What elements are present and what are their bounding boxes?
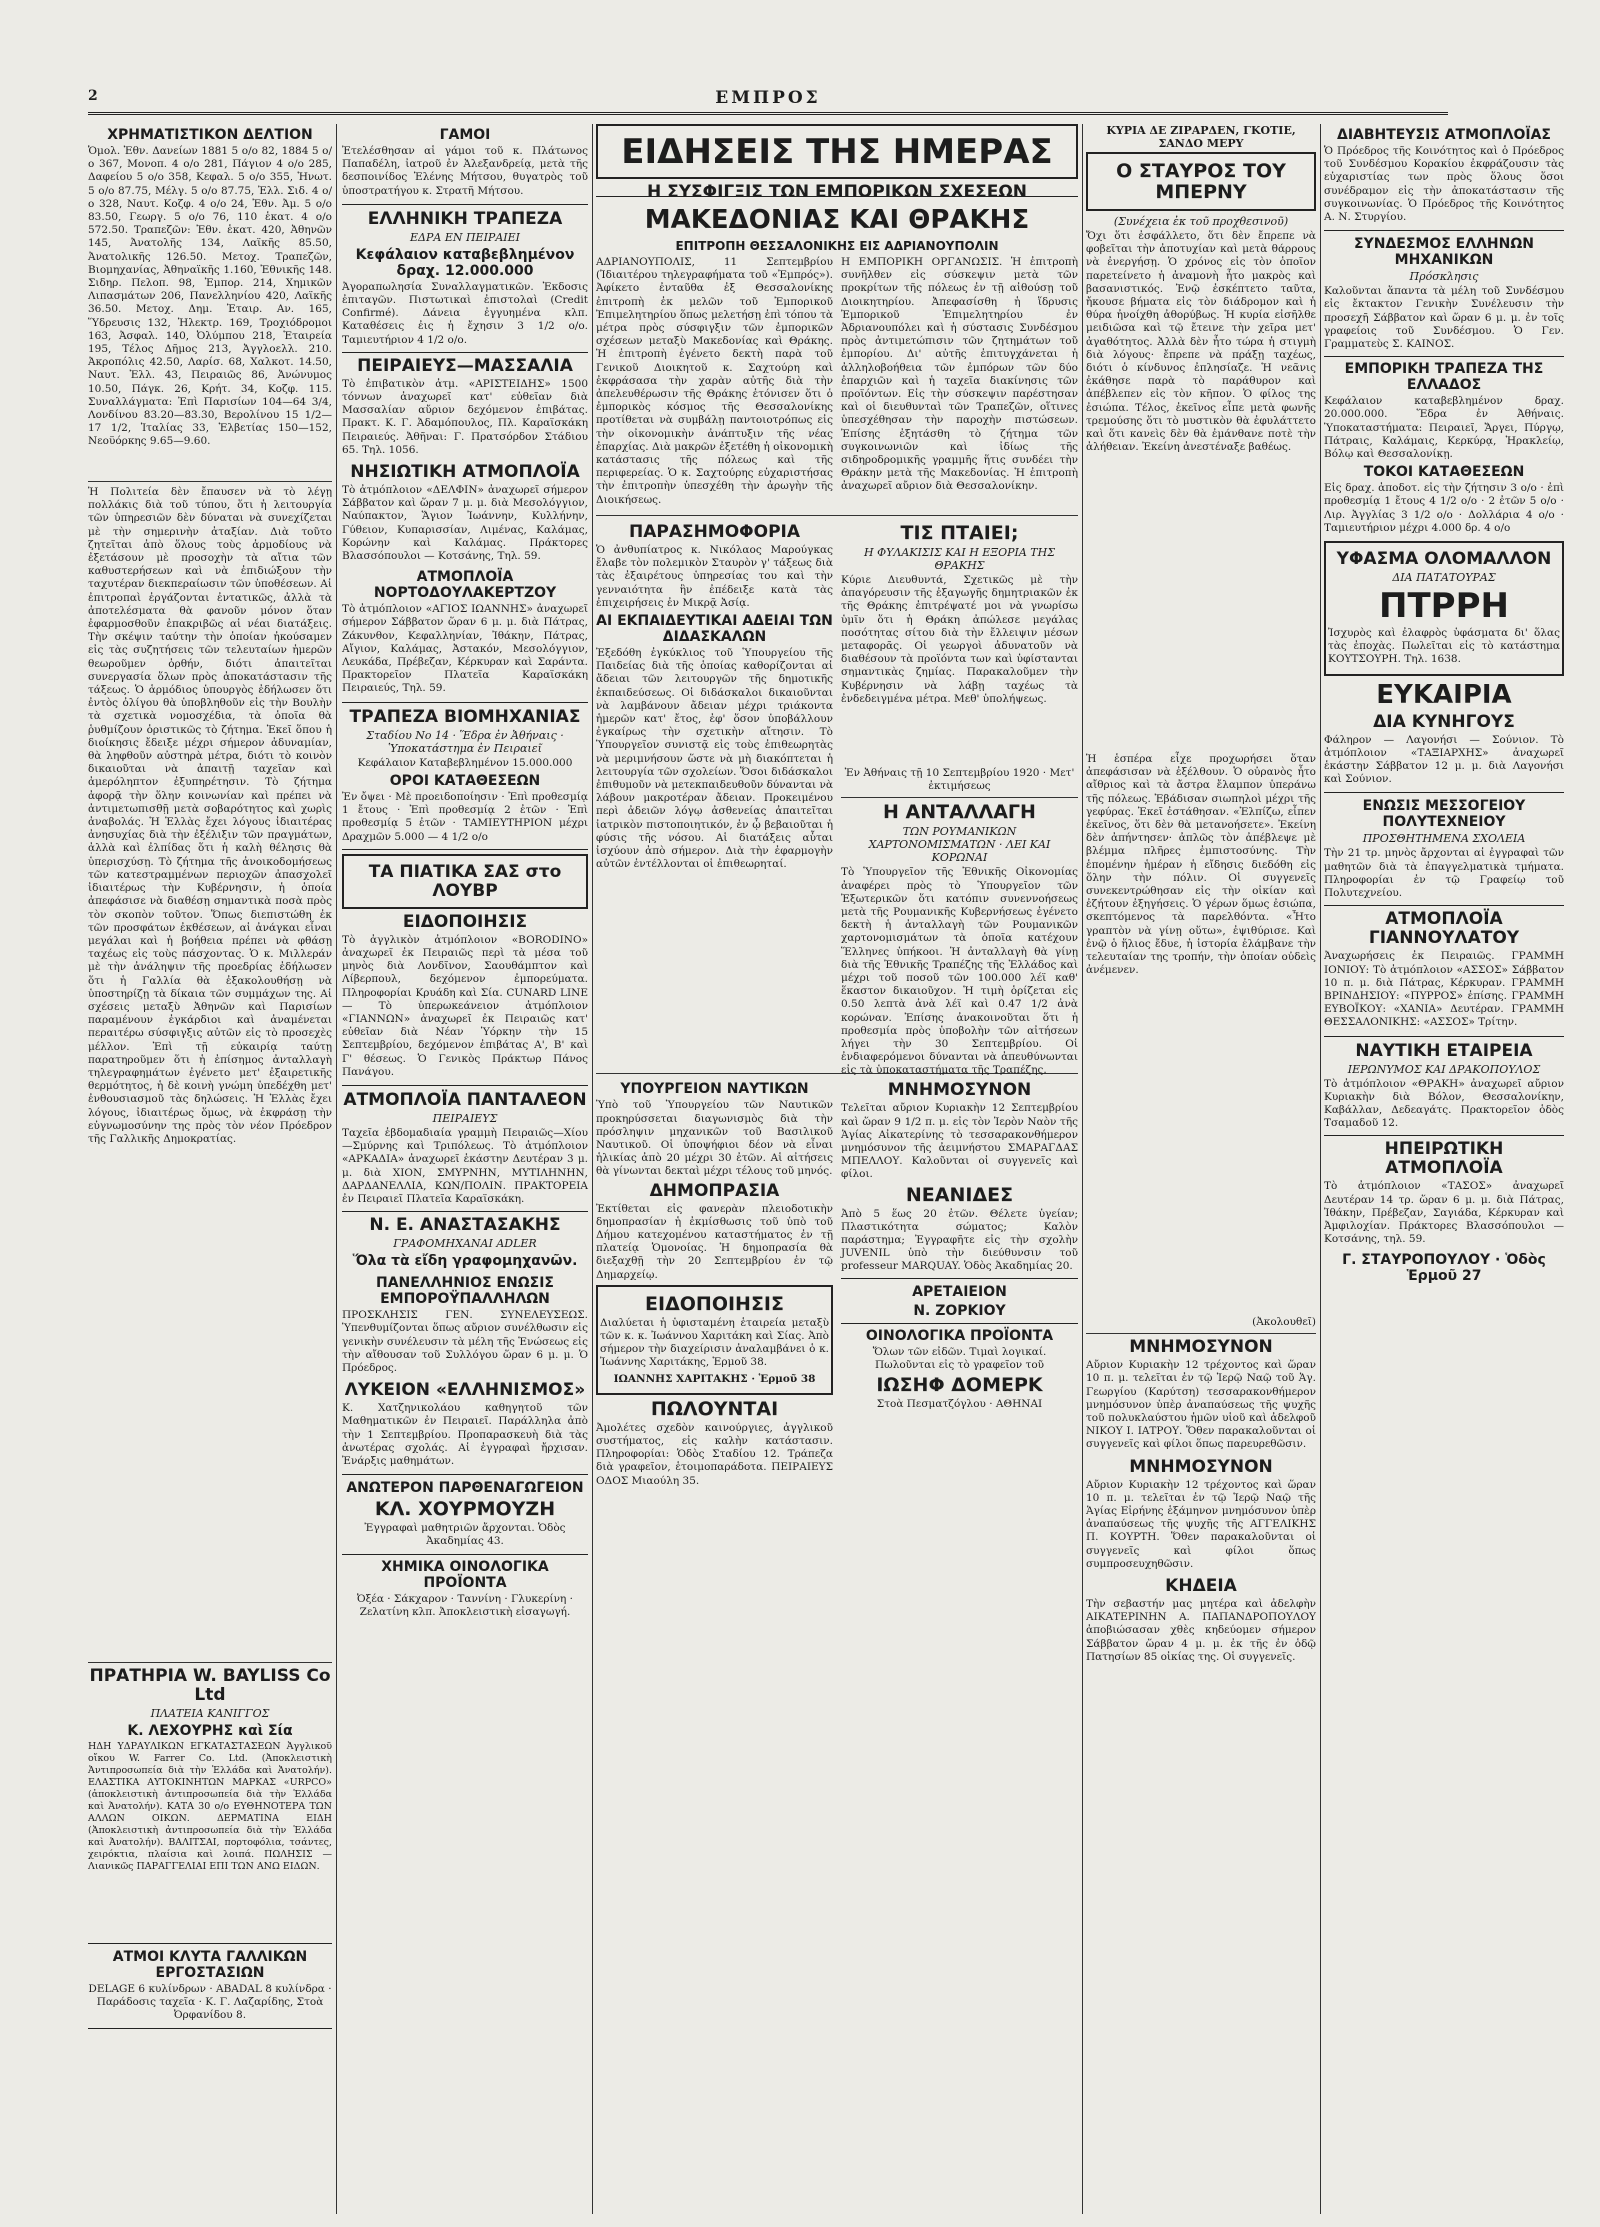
divider <box>88 481 332 482</box>
serial-title: Ο ΣΤΑΥΡΟΣ ΤΟΥ ΜΠΕΡΝΥ <box>1116 160 1286 203</box>
article-text: Τὴν σεβαστήν μας μητέρα καὶ ἀδελφὴν ΑΙΚΑΤΕΡΙΝΗΝ Α. ΠΑΠΑΝΔΡΟΠΟΥΛΟΥ ἀποβιώσασαν χθὲς κηδεύομεν σήμερον Σάββατον ὥραν 4 μ. μ. ἐκ τῆς ἐν ὁδῷ Πατησίων 85 οἰκίας της. Οἱ συγγενεῖς. <box>1086 1598 1316 1663</box>
car-advert <box>88 1943 332 2029</box>
left-stories <box>596 520 833 1069</box>
advert-heading: ΑΤΜΟΠΛΟΪΑ ΝΟΡΤΟΔΟΥΛΑΚΕΡΤΖΟΥ <box>373 569 557 602</box>
advert-heading: ΑΝΩΤΕΡΟΝ ΠΑΡΘΕΝΑΓΩΓΕΙΟΝ <box>346 1480 584 1497</box>
advert-subheading: ΓΡΑΦΟΜΗΧΑΝΑΙ ADLER <box>393 1237 537 1251</box>
section-heading: ΣΥΝΔΕΣΜΟΣ ΕΛΛΗΝΩΝ ΜΗΧΑΝΙΚΩΝ <box>1354 236 1534 269</box>
advert-heading: ΕΜΠΟΡΙΚΗ ΤΡΑΠΕΖΑ ΤΗΣ ΕΛΛΑΔΟΣ <box>1344 361 1544 394</box>
shipping-advert <box>342 463 588 563</box>
article-text: Τὴν 21 τρ. μηνὸς ἄρχονται αἱ ἐγγραφαὶ τῶν μαθητῶν διὰ τὰ ἐπαγγελματικὰ τμήματα. Πληροφορίαι ἐν τῷ Γραφείῳ τοῦ Πολυτεχνείου. <box>1324 847 1564 900</box>
article-text: Διαλύεται ἡ ὑφισταμένη ἑταιρεία μεταξὺ τῶν κ. κ. Ἰωάννου Χαριτάκη καὶ Σίας. Ἀπὸ σήμερον τὴν διαχείρισιν ἀναλαμβάνει ὁ κ. Ἰωάννης Χαριτάκης, Ἑρμοῦ 38. <box>600 1316 829 1369</box>
lead-subtitle: ΕΠΙΤΡΟΠΗ ΘΕΣΣΑΛΟΝΙΚΗΣ ΕΙΣ ΑΔΡΙΑΝΟΥΠΟΛΙΝ <box>675 239 999 253</box>
section-heading: ΕΙΔΟΠΟΙΗΣΙΣ <box>645 1292 784 1315</box>
letter-signature: Ἐν Ἀθήναις τῇ 10 Σεπτεμβρίου 1920 · Μετ' ἐκτιμήσεως <box>844 767 1075 793</box>
article-text: Ὑπὸ τοῦ Ὑπουργείου τῶν Ναυτικῶν προκηρύσσεται διαγωνισμὸς διὰ τὴν πρόσληψιν μηχανικῶν τοῦ Βασιλικοῦ Ναυτικοῦ. Οἱ ὑποψήφιοι δέον νὰ εἶναι ἡλικίας ἀπὸ 20 μέχρι 30 ἐτῶν. Αἱ αἰτήσεις θὰ γίνωνται δεκταὶ μέχρι τέλους τοῦ μηνός. <box>596 1099 833 1178</box>
engineers-notice <box>1324 230 1564 357</box>
column-rule <box>592 124 593 2214</box>
divider <box>596 196 1078 197</box>
advert-subheading: Σταδίου No 14 · Ἕδρα ἐν Ἀθήναις · Ὑποκατάστημα ἐν Πειραιεῖ <box>366 728 564 755</box>
advert-heading: ΟΙΝΟΛΟΓΙΚΑ ΠΡΟΪΟΝΤΑ <box>865 1327 1054 1344</box>
section-subheading: Πρόσκλησις <box>1409 270 1479 284</box>
column-rule <box>1082 124 1083 2214</box>
article-text: Ὁμολ. Ἐθν. Δανείων 1881 5 ο/ο 82, 1884 5 ο/ο 367, Μονοπ. 4 ο/ο 281, Πάγιον 4 ο/ο 285, Δαφείου 5 ο/ο 358, Κεφαλ. 5 ο/ο 355, Ἡνωτ. 5 ο/ο 87.75, Μέλγ. 5 ο/ο 87.75, Ἐλλ. Σιδ. 4 ο/ο 328, Ναυτ. Κοζφ. 4 ο/ο 24, Ἐθν. Ἀμ. 5 ο/ο 83.50, Γεωργ. 5 ο/ο 76, 110 ἑκατ. 4 ο/ο 572.50. Τραπεζῶν: Ἐθν. ἑκατ. 420, Ἀθηνῶν 145, Ἀνατολῆς 134, Λαϊκῆς 85.50, Ἀνατολικῆς 126.50. Μετοχ. Τραπεζῶν, Βιομηχανίας, Ἀθηναϊκῆς 1.160, Ἐθνικῆς 148. Σιδηρ. Πελοπ. 98, Ἐμπορ. 214, Χημικῶν Λιπασμάτων 206, Πανελληνίου 420, Λαϊκῆς 36.50. Μετοχ. Δημ. Ἐταιρ. Αν. 165, Ὕδρευσις 132, Ἡλεκτρ. 169, Τροχιόδρομοι 163, Ἀσφαλ. 140, Ὀλύμπου 218, Ἑταιρεία 195, Τέλος Δῆμος 213, Ἀγγλοελλ. 210. Ἀκροπόλις 42.50, Λαρίσ. 68, Χαλκοτ. 14.50, Ναυτ. Ἐλλ. 43, Πειραιῶς 86, Ἀνώνυμος 10.50, Πάγκ. 26, Κρήτ. 34, Κοζφ. 115. Συναλλάγματα: Ἐπὶ Παρισίων 104—64 3/4, Λονδίνου 83.20—83.30, Βερολίνου 15 1/2—17 1/2, Ἰταλίας 33, Ἑλβετίας 150—152, Νεοϋόρκης 9.65—9.60. <box>88 145 332 448</box>
commercial-bank-advert <box>1324 361 1564 535</box>
advert-heading: ΠΡΑΤΗΡΙΑ W. BAYLISS Co Ltd <box>89 1666 331 1705</box>
advert-address: Στοὰ Πεσματζόγλου · ΑΘΗΝΑΙ <box>876 1398 1043 1411</box>
advert-text: Τὸ ἀτμόπλοιον «ΑΓΙΟΣ ΙΩΑΝΝΗΣ» ἀναχωρεῖ σήμερον Σάββατον ὥραν 6 μ. μ. διὰ Πάτρας, Ζάκυνθον, Κεφαλληνίαν, Ἰθάκην, Πάτρας, Αἴγιον, Καλάμας, Ἀστακόν, Μεσολόγγιον, Λευκάδα, Πρέβεζαν, Κέρκυραν καὶ Σαράντα. Πρακτορεῖον Πλατεῖα Καραϊσκάκη Πειραιεύς, Τηλ. 59. <box>342 603 588 695</box>
advert-text: Κ. Χατζηνικολάου καθηγητοῦ τῶν Μαθηματικῶν ἐν Πειραιεῖ. Παράλληλα ἀπὸ τὴν 1 Σεπτεμβρίου. Προπαρασκευὴ διὰ τὰς ἀνωτέρας σχολάς. Αἱ ἐγγραφαὶ ἤρχισαν. Ἐνάρξις μαθημάτων. <box>342 1402 588 1467</box>
advert-subheading: ΠΕΙΡΑΙΕΥΣ <box>432 1111 498 1125</box>
section-heading: ΔΙΑΒΗΤΕΥΣΙΣ ΑΤΜΟΠΛΟΪΑΣ <box>1336 127 1551 143</box>
shipping-company-advert <box>1324 1036 1564 1137</box>
pantaleon-advert <box>342 1085 588 1212</box>
section-heading: ΥΠΟΥΡΓΕΙΟΝ ΝΑΥΤΙΚΩΝ <box>620 1081 809 1098</box>
lyceum-advert <box>342 1381 588 1468</box>
giannoulatos-advert <box>1324 910 1564 1029</box>
article-text: Τὸ ἀγγλικὸν ἀτμόπλοιον «BORODINO» ἀναχωρεῖ ἐκ Πειραιῶς περὶ τὰ μέσα τοῦ μηνὸς διὰ Λονδῖνον, Σαουθάμπτον καὶ Λίβερπουλ, δεχόμενον ἐμπορεύματα. Πληροφορίαι Κρυάδη καὶ Σία. CUNARD LINE — Τὸ ὑπερωκεάνειον ἀτμόπλοιον «ΓΙΑΝΝΩΝ» ἀναχωρεῖ ἐκ Πειραιῶς κατ' εὐθεῖαν διὰ Νέαν Ὑόρκην τὴν 15 Σεπτεμβρίου, δεχόμενον ἐπιβάτας Α', Β' καὶ Γ' θέσεως. Ὁ Γενικὸς Πράκτωρ Πάνος Πανάγου. <box>342 933 588 1078</box>
advert-text: Ὀξέα · Σάκχαρον · Ταννίνη · Γλυκερίνη · Ζελατίνη κλπ. Ἀποκλειστικὴ εἰσαγωγή. <box>357 1592 573 1618</box>
masthead <box>88 88 1448 115</box>
section-heading: Η ΑΝΤΑΛΛΑΓΗ <box>883 801 1036 824</box>
advert-capital: Κεφάλαιον καταβεβλημένον δραχ. 12.000.000 <box>355 246 575 279</box>
column-rule <box>1320 124 1321 2214</box>
divider <box>841 797 1078 798</box>
advert-text: DELAGE 6 κυλίνδρων · ABADAL 8 κυλίνδρα · Παράδοσις ταχεῖα · Κ. Γ. Λαζαρίδης, Στοὰ Ὀρφανίδου 8. <box>88 1983 332 2022</box>
article-text: ΠΡΟΣΚΛΗΣΙΣ ΓΕΝ. ΣΥΝΕΛΕΥΣΕΩΣ. Ὑπενθυμίζονται ὅπως αὔριον συνέλθωσιν εἰς γενικὴν συνέλευσιν τὰ μέλη τῆς Ἑνώσεως εἰς τὴν αἴθουσαν τοῦ Συλλόγου ὥραν 6 μ. μ. Ὁ Πρόεδρος. <box>342 1309 588 1374</box>
advert-heading: ΑΤΜΟΙ ΚΛΥΤΑ ΓΑΛΛΙΚΩΝ ΕΡΓΟΣΤΑΣΙΩΝ <box>112 1949 308 1981</box>
lower-section <box>596 1078 1078 1490</box>
article-text: Η ΕΜΠΟΡΙΚΗ ΟΡΓΑΝΩΣΙΣ. Ἡ ἐπιτροπὴ συνῆλθεν εἰς σύσκεψιν μετὰ τῶν προκρίτων τῆς πόλεως ἐν τῇ αἰθούσῃ τοῦ Διοικητηρίου. Ἀπεφασίσθη ἡ ἵδρυσις Ἐμπορικοῦ Ἐπιμελητηρίου ἐν Ἀδριανουπόλει καὶ ἡ σύστασις Συνδέσμου πρὸς ἀντιμετώπισιν τῶν ζητημάτων τοῦ ἐμπορίου. Δι' αὐτῆς ἐπιτυγχάνεται ἡ ἀλληλοβοήθεια τῶν ἐμπόρων τῶν δύο ἐπαρχιῶν καὶ ἡ ταχεῖα διακίνησις τῶν προϊόντων. Εἰς τὴν σύσκεψιν παρέστησαν καὶ οἱ διευθυνταὶ τῶν Τραπεζῶν, οἵτινες ὑπεσχέθησαν τὴν παροχὴν πιστώσεων. Ἐπίσης ἐξητάσθη τὸ ζήτημα τῶν συγκοινωνιῶν καὶ ἰδίως τῆς σιδηροδρομικῆς γραμμῆς ἥτις συνδέει τὴν Θράκην μετὰ τῆς Μακεδονίας. Ἡ ἐπιτροπὴ ἀναχωρεῖ αὔριον διὰ Θεσσαλονίκην. <box>841 256 1078 493</box>
divider <box>1086 1333 1316 1334</box>
serial-text: Ὄχι ὅτι ἐσφάλλετο, ὅτι δὲν ἔπρεπε νὰ φοβεῖται τὴν ἀποτυχίαν καὶ μετὰ θάρρους νὰ ἐνεργήσῃ. Ὁ χρόνος εἰς τὸν ὁποῖον παρετείνετο ἡ ἀναμονὴ ἦτο μακρὸς καὶ βασανιστικός. Ἐνῷ ἐσκέπτετο ταῦτα, ἤκουσε βήματα εἰς τὸν διάδρομον καὶ ἡ θύρα ἠνοίχθη ἀθορύβως. Ἡ κυρία εἰσῆλθε μειδιῶσα καὶ τῷ ἔτεινε τὴν χεῖρα μετ' ἀγαθότητος. Ἀλλὰ δὲν ἦτο τώρα ἡ στιγμὴ διὰ λόγους· ἔπρεπε νὰ πράξῃ ταχέως, διότι ὁ κίνδυνος ἐπλησίαζε. Ἡ νεᾶνις ἐκάθησε παρὰ τὸ παράθυρον καὶ ἀπέβλεπεν εἰς τὸν κῆπον. Ὁ φίλος της ἐσιώπα. Τέλος, ἐκεῖνος εἶπε μετὰ φωνῆς τρεμούσης ὅτι τὸ μυστικὸν θὰ ἐφυλάττετο καὶ ὅτι κανεὶς δὲν θὰ ἐμάνθανε ποτὲ τὴν ἀλήθειαν. Ἐκείνη ἀνεστέναξε βαθέως. <box>1086 230 1316 454</box>
advert-heading: ΤΡΑΠΕΖΑ ΒΙΟΜΗΧΑΝΙΑΣ <box>349 706 581 727</box>
section-heading: ΤΙΣ ΠΤΑΙΕΙ; <box>900 522 1019 544</box>
article-text: Κύριε Διευθυντά, Σχετικῶς μὲ τὴν ἀπαγόρευσιν τῆς ἐξαγωγῆς δημητριακῶν ἐκ τῆς Θράκης ἐπιτρέψατέ μοι νὰ γνωρίσω ὑμῖν ὅτι ἡ Θράκη ἀπώλεσε μεγάλας ποσότητας σίτου διὰ τὴν ἔλλειψιν μέσων μεταφορᾶς. Οἱ γεωργοὶ ἀδυνατοῦν νὰ διαθέσουν τὰ προϊόντα των καὶ ὑφίστανται σημαντικὰς ζημίας. Παρακαλοῦμεν τὴν Κυβέρνησιν νὰ λάβῃ ταχέως τὰ ἐνδεδειγμένα μέτρα. Μεθ' ὑπολήψεως. <box>841 574 1078 705</box>
notice-box <box>596 1285 833 1395</box>
section-heading: ΜΝΗΜΟΣΥΝΟΝ <box>887 1080 1032 1101</box>
fabric-advert <box>1324 541 1564 676</box>
advert-heading: ΕΛΛΗΝΙΚΗ ΤΡΑΠΕΖΑ <box>367 208 563 229</box>
funeral-notice <box>1086 1577 1316 1664</box>
section-heading: ΕΙΔΟΠΟΙΗΣΙΣ <box>402 911 528 932</box>
divider <box>88 1662 332 1663</box>
article-text: Ἐτελέσθησαν αἱ γάμοι τοῦ κ. Πλάτωνος Παπαδέλη, ἰατροῦ ἐν Ἀλεξανδρείᾳ, μετὰ τῆς δεσποινίδος Ἑλένης Μήτσου, θυγατρὸς τοῦ ὑποστρατήγου κ. Στρατῆ Μήτσου. <box>342 145 588 197</box>
right-notices <box>841 1078 1078 1490</box>
advert-heading: ΧΗΜΙΚΑ ΟΙΝΟΛΟΓΙΚΑ ΠΡΟΪΟΝΤΑ <box>381 1558 549 1591</box>
serial-banner <box>1086 152 1316 211</box>
column-2 <box>342 124 588 2214</box>
article-text: Ὁ Πρόεδρος τῆς Κοινότητος καὶ ὁ Πρόεδρος τοῦ Συνδέσμου Κορακίου ἐκφράζουσιν τὰς εὐχαριστίας των πρὸς ὅλους ὅσοι συνέδραμον εἰς τὴν ἀποκατάστασιν τῆς συγκοινωνίας. Ὁ Πρόεδρος τῆς Κοινότητος Α. Ν. Στυργίου. <box>1324 145 1564 224</box>
industry-bank-advert <box>342 702 588 850</box>
column-rule <box>336 124 337 2214</box>
advert-heading: ΝΑΥΤΙΚΗ ΕΤΑΙΡΕΙΑ <box>1355 1040 1533 1061</box>
advert-heading: ΑΤΜΟΠΛΟΪΑ ΓΙΑΝΝΟΥΛΑΤΟΥ <box>1368 909 1520 949</box>
advert-footer: Γ. ΣΤΑΥΡΟΠΟΥΛΟΥ · Ὁδὸς Ἑρμοῦ 27 <box>1342 1252 1546 1285</box>
advert-heading: Ν. Ε. ΑΝΑΣΤΑΣΑΚΗΣ <box>369 1215 561 1236</box>
advert-names: Κ. ΛΕΧΟΥΡΗΣ καὶ Σία <box>127 1723 293 1739</box>
advert-text: ΗΔΗ ΥΔΡΑΥΛΙΚΩΝ ΕΓΚΑΤΑΣΤΑΣΕΩΝ Ἀγγλικοῦ οἴκου W. Farrer Co. Ltd. (Ἀποκλειστικὴ Ἀντιπροσωπεία διὰ τὴν Ἑλλάδα καὶ Ἀνατολήν). ΕΛΑΣΤΙΚΑ ΑΥΤΟΚΙΝΗΤΩΝ ΜΑΡΚΑΣ «URPCO» (ἀποκλειστικὴ ἀντιπροσωπεία διὰ τὴν Ἑλλάδα καὶ Ἀνατολήν). ΚΑΤΑ 30 ο/ο ΕΥΘΗΝΟΤΕΡΑ ΤΩΝ ΑΛΛΩΝ ΟΙΚΩΝ. ΔΕΡΜΑΤΙΝΑ ΕΙΔΗ (Ἀποκλειστικὴ ἀντιπροσωπεία διὰ τὴν Ἑλλάδα καὶ Ἀνατολήν). ΒΑΛΙΤΣΑΙ, πορτοφόλια, τσάντες, χειρόκτια, πλαίσια καὶ λοιπά. ΠΩΛΗΣΙΣ — Λιανικῶς ΠΑΡΑΓΓΕΛΙΑΙ ΕΠΙ ΤΩΝ ΑΝΩ ΕΙΔΩΝ. <box>88 1741 332 1872</box>
mid-section <box>596 520 1078 1077</box>
advert-subheading: ΔΙΑ ΚΥΝΗΓΟΥΣ <box>1373 711 1515 732</box>
advert-subheading: ΠΛΑΤΕΙΑ ΚΑΝΙΓΓΟΣ <box>150 1707 270 1720</box>
article-text: Αὔριον Κυριακὴν 12 τρέχοντος καὶ ὥραν 10 π. μ. τελεῖται ἐν τῷ Ἱερῷ Ναῷ τοῦ Ἁγ. Γεωργίου (Καρύτση) τεσσαρακονθήμερον μνημόσυνον ὑπὲρ ἀναπαύσεως τῆς ψυχῆς τοῦ πολυκλαύστου ἡμῶν υἱοῦ καὶ ἀδελφοῦ ΝΙΚΟΥ Ι. ΙΑΤΡΟΥ. Ὅθεν παρακαλοῦνται οἱ συγγενεῖς καὶ φίλοι ὅπως παρευρεθῶσιν. <box>1086 1359 1316 1451</box>
news-banner <box>596 124 1078 179</box>
advert-capital: Κεφάλαιον Καταβεβλημένον 15.000.000 <box>357 756 573 769</box>
section-heading: ΕΝΩΣΙΣ ΜΕΣΣΟΓΕΙΟΥ ΠΟΛΥΤΕΧΝΕΙΟΥ <box>1362 798 1526 831</box>
wine-products-advert <box>841 1328 1078 1412</box>
advert-text: Φάληρον — Λαγονήσι — Σούνιον. Τὸ ἀτμόπλοιον «ΤΑΞΙΑΡΧΗΣ» ἀναχωρεῖ ἑκάστην Σάββατον 12 μ. μ. διὰ Λαγονήσι καὶ Σούνιον. <box>1324 733 1564 786</box>
advert-heading: ΥΦΑΣΜΑ ΟΛΟΜΑΛΛΟΝ <box>1336 549 1552 570</box>
advert-heading: ΗΠΕΙΡΩΤΙΚΗ ΑΤΜΟΠΛΟΪΑ <box>1384 1139 1504 1179</box>
advert-name: Ν. ΖΟΡΚΙΟΥ <box>913 1302 1006 1319</box>
advert-text: Ἰσχυρὸς καὶ ἐλαφρὸς ὑφάσματα δι' ὅλας τὰς ἐποχὰς. Πωλεῖται εἰς τὸ κατάστημα ΚΟΥΤΣΟΥΡΗ. Τηλ. 1638. <box>1328 627 1560 666</box>
advert-heading: ΑΤΜΟΠΛΟΪΑ ΠΑΝΤΑΛΕΟΝ <box>343 1089 587 1110</box>
article-text: Τελεῖται αὔριον Κυριακὴν 12 Σεπτεμβρίου καὶ ὥραν 9 1/2 π. μ. εἰς τὸν Ἱερὸν Ναὸν τῆς Ἁγίας Αἰκατερίνης τὸ τεσσαρακονθήμερον μνημόσυνον τῆς ἀειμνήστου ΣΜΑΡΑΓΔΑΣ ΜΠΕΛΛΟΥ. Καλοῦνται οἱ συγγενεῖς καὶ φίλοι. <box>841 1102 1078 1181</box>
advert-text: Ἐγγραφαὶ μαθητριῶν ἄρχονται. Ὁδὸς Ἀκαδημίας 43. <box>364 1522 566 1548</box>
lead-title: ΜΑΚΕΔΟΝΙΑΣ ΚΑΙ ΘΡΑΚΗΣ <box>644 205 1030 235</box>
masthead-title: ΕΜΠΡΟΣ <box>715 88 821 108</box>
advert-heading: ΕΥΚΑΙΡΙΑ <box>1376 679 1512 710</box>
article-text: Καλοῦνται ἅπαντα τὰ μέλη τοῦ Συνδέσμου εἰς ἔκτακτον Γενικὴν Συνέλευσιν τὴν προσεχῆ Σάββατον καὶ ὥραν 6 μ. μ. ἐν τοῖς γραφείοις τοῦ Συνδέσμου. Ὁ Γεν. Γραμματεὺς Σ. ΚΑΙΝΟΣ. <box>1324 285 1564 351</box>
page-headline: ΕΙΔΗΣΕΙΣ ΤΗΣ ΗΜΕΡΑΣ <box>621 132 1053 172</box>
hunters-advert <box>1324 680 1564 787</box>
exchange-bulletin <box>88 127 332 475</box>
community-notice <box>1324 127 1564 224</box>
advert-rates-heading: ΤΟΚΟΙ ΚΑΤΑΘΕΣΕΩΝ <box>1363 464 1525 481</box>
article-text: Ἀπὸ 5 ἕως 20 ἐτῶν. Θέλετε ὑγείαν; Πλαστικότητα σώματος; Καλὸν παράστημα; Ἐγγραφῆτε εἰς τὴν σχολὴν JUVENIL ὑπὸ τὴν διεύθυνσιν τοῦ professeur MARQUAY. Ὁδὸς Ἀκαδημίας 20. <box>841 1207 1078 1273</box>
advert-text: Τὸ ἀτμόπλοιον «ΤΑΣΟΣ» ἀναχωρεῖ Δευτέραν 14 τρ. ὥραν 6 μ. μ. διὰ Πάτρας, Ἰθάκην, Πρέβεζαν, Σαγιάδα, Κέρκυραν καὶ Ἀμφιλοχίαν. Πράκτορες Βλασσόπουλοι — Κοτσάνης, τηλ. 59. <box>1324 1180 1564 1246</box>
advert-text: Ἀναχωρήσεις ἐκ Πειραιῶς. ΓΡΑΜΜΗ ΙΟΝΙΟΥ: Τὸ ἀτμόπλοιον «ΑΣΣΟΣ» Σάββατον 10 π. μ. διὰ Πάτρας, Κέρκυραν. ΓΡΑΜΜΗ ΒΡΙΝΔΗΣΙΟΥ: «ΠΥΡΡΟΣ» ἐπίσης. ΓΡΑΜΜΗ ΕΥΒΟΪΚΟΥ: «ΧΑΝΙΑ» Δευτέραν. ΓΡΑΜΜΗ ΘΕΣΣΑΛΟΝΙΚΗΣ: «ΑΣΣΟΣ» Τρίτην. <box>1324 950 1564 1029</box>
advert-name: ΙΩΣΗΦ ΔΟΜΕΡΚ <box>876 1374 1043 1397</box>
section-heading: ΚΗΔΕΙΑ <box>1165 1576 1237 1597</box>
clinic-advert <box>841 1278 1078 1324</box>
advert-text: Ἀγοραπωλησία Συναλλαγματικῶν. Ἐκδοσις ἐπιταγῶν. Πιστωτικαὶ ἐπιστολαὶ (Credit Confirmé). Δάνεια ἐγγυημένα κλπ. Καταθέσεις ἐις ἡ ἔχησιν 3 1/2 ο/ο. Ταμιευτήριον 4 1/2 ο/ο. <box>342 280 588 346</box>
advert-rates-heading: ΟΡΟΙ ΚΑΤΑΘΕΣΕΩΝ <box>389 772 541 789</box>
page-number: 2 <box>88 88 98 104</box>
lead-article <box>596 256 1078 511</box>
column-1 <box>88 124 332 2214</box>
advert-heading: ΤΑ ΠΙΑΤΙΚΑ ΣΑΣ στο ΛΟΥΒΡ <box>368 861 562 901</box>
article-text: Ὁ ἀνθυπίατρος κ. Νικόλαος Μαρούγκας ἔλαβε τὸν πολεμικὸν Σταυρὸν γ' τάξεως διὰ τὰς ἐξαιρέτους ὑπηρεσίας του καὶ τὴν γενναιότητα ἣν ἐπέδειξε κατὰ τὰς ἐπιχειρήσεις ἐν Μικρᾷ Ἀσίᾳ. <box>596 544 833 609</box>
advert-text: Κεφάλαιον καταβεβλημένον δραχ. 20.000.000. Ἕδρα ἐν Ἀθήναις. Ὑποκαταστήματα: Πειραιεῖ, Ἄργει, Πύργῳ, Πάτραις, Καλάμαις, Κερκύρᾳ, Ἡρακλείῳ, Βόλῳ καὶ Θεσσαλονίκῃ. <box>1324 395 1564 461</box>
column-3 <box>596 124 1078 2214</box>
section-heading: ΔΗΜΟΠΡΑΣΙΑ <box>649 1180 780 1201</box>
advert-subheading: ΔΙΑ ΠΑΤΑΤΟΥΡΑΣ <box>1392 571 1496 585</box>
advert-rates: Εἰς δραχ. ἀποδοτ. εἰς τὴν ζήτησιν 3 ο/ο · ἐπὶ προθεσμίᾳ 1 ἔτους 4 1/2 ο/ο · 2 ἐτῶν 5 ο/ο · Λιρ. Ἀγγλίας 3 1/2 ο/ο · Δολλάρια 4 ο/ο · Ταμιευτήριον μέχρι 4.000 δρ. 4 ο/ο <box>1324 482 1564 534</box>
advert-heading: ΝΗΣΙΩΤΙΚΗ ΑΤΜΟΠΛΟΪΑ <box>350 462 580 483</box>
article-text: Αὔριον Κυριακὴν 12 τρέχοντος καὶ ὥραν 10 π. μ. τελεῖται ἐν τῷ Ἱερῷ Ναῷ τῆς Ἁγίας Εἰρήνης ἑξάμηνον μνημόσυνον ὑπὲρ ἀναπαύσεως τῆς ψυχῆς τῆς ΑΓΓΕΛΙΚΗΣ Π. ΚΟΥΡΤΗ. Ὅθεν παρακαλοῦνται οἱ συγγενεῖς καὶ φίλοι ὅπως συμπροσευχηθῶσιν. <box>1086 1478 1316 1570</box>
advert-heading: ΑΡΕΤΑΙΕΙΟΝ <box>912 1283 1007 1300</box>
shipping-advert <box>342 357 588 457</box>
article-text: ΑΔΡΙΑΝΟΥΠΟΛΙΣ, 11 Σεπτεμβρίου (Ἰδιαιτέρου τηλεγραφήματα τοῦ «Ἐμπρός»). Ἀφίκετο ἐνταῦθα ἐξ Θεσσαλονίκης ἐπιτροπὴ ἐκ μελῶν τοῦ Ἐμπορικοῦ Ἐπιμελητηρίου ὅπως μελετήσῃ ἐπὶ τόπου τὰ μέτρα πρὸς σύσφιγξιν τῶν ἐμπορικῶν σχέσεων μεταξὺ Μακεδονίας καὶ Θράκης. Ἡ ἐπιτροπὴ ἐγένετο δεκτὴ παρὰ τοῦ Γενικοῦ Διοικητοῦ κ. Σαχτούρη καὶ ἐκφράσασα τὴν χαρὰν αὐτῆς διὰ τὴν ἀπελευθέρωσιν τῆς Θράκης ἐτόνισεν ὅτι ὁ ἐμπορικὸς κόσμος τῆς Θεσσαλονίκης προτίθεται νὰ συμβάλῃ παντοιοτρόπως εἰς τὴν οἰκονομικὴν ἀνάπτυξιν τῆς νέας ἐπαρχίας. Διὰ μακρῶν ἐξετέθη ἡ οἰκονομικὴ κατάστασις τῆς πόλεως καὶ τῆς περιφερείας. Ὁ κ. Σαχτούρης εὐχαριστήσας τὴν ἐπιτροπὴν ὑπεσχέθη τὴν ἀρωγὴν τῆς Διοικήσεως. <box>596 256 833 506</box>
section-heading: ΜΝΗΜΟΣΥΝΟΝ <box>1129 1456 1273 1477</box>
notice-signature: ΙΩΑΝΝΗΣ ΧΑΡΙΤΑΚΗΣ · Ἑρμοῦ 38 <box>613 1372 816 1385</box>
section-heading: ΠΑΡΑΣΗΜΟΦΟΡΙΑ <box>628 522 801 542</box>
advert-subheading: ΙΕΡΩΝΥΜΟΣ ΚΑΙ ΔΡΑΚΟΠΟΥΛΟΣ <box>1347 1062 1541 1076</box>
louvre-advert <box>342 854 588 909</box>
advert-heading: ΛΥΚΕΙΟΝ «ΕΛΛΗΝΙΣΜΟΣ» <box>344 1380 586 1401</box>
column-4 <box>1086 124 1316 2214</box>
shipping-advert <box>342 569 588 695</box>
bayliss-advert <box>88 1667 332 1937</box>
article-text: Ἀμολέτες σχεδὸν καινούργιες, ἀγγλικοῦ συστήματος, εἰς καλὴν κατάστασιν. Πληροφορίαι: Ὁδὸς Σταδίου 12. Τράπεζα διὰ γραφεῖον, ἑτοιμοπαράδοτα. ΠΕΙΡΑΙΕΥΣ ΟΔΟΣ Μιαούλη 35. <box>596 1421 833 1487</box>
section-heading: ΜΝΗΜΟΣΥΝΟΝ <box>1129 1337 1273 1358</box>
serial-continued: (Ἀκολουθεῖ) <box>1252 1316 1316 1328</box>
advert-rates: Ἐν ὄψει · Μὲ προειδοποίησιν · Ἐπὶ προθεσμίᾳ 1 ἔτους · Ἐπὶ προθεσμίᾳ 2 ἐτῶν · Ἐπὶ προθεσμίᾳ 5 ἐτῶν · ΤΑΜΙΕΥΤΗΡΙΟΝ μέχρι Δραχμῶν 5.000 — 4 1/2 ο/ο <box>342 790 588 843</box>
advert-text: Ὅλων τῶν εἰδῶν. Τιμαὶ λογικαί. Πωλοῦνται εἰς τὸ γραφεῖον τοῦ <box>872 1345 1047 1371</box>
serial-authors: ΚΥΡΙΑ ΔΕ ΖΙΡΑΡΔΕΝ, ΓΚΟΤΙΕ, ΣΑΝΔΟ ΜΕΡΥ <box>1106 124 1296 150</box>
notices <box>342 913 588 1079</box>
left-notices <box>596 1078 833 1490</box>
lead-title: Η ΣΥΣΦΙΓΞΙΣ ΤΩΝ ΕΜΠΟΡΙΚΩΝ ΣΧΕΣΕΩΝ <box>646 182 1028 202</box>
section-heading: ΠΑΝΕΛΛΗΝΙΟΣ ΕΝΩΣΙΣ ΕΜΠΟΡΟΫΠΑΛΛΗΛΩΝ <box>375 1275 554 1308</box>
advert-text: Ταχεῖα ἑβδομαδιαία γραμμὴ Πειραιῶς—Χίου—Σμύρνης καὶ Τριπόλεως. Τὸ ἀτμόπλοιον «ΑΡΚΑΔΙΑ» ἀναχωρεῖ ἑκάστην Δευτέραν 3 μ. μ. διὰ ΧΙΟΝ, ΣΜΥΡΝΗΝ, ΜΥΤΙΛΗΝΗΝ, ΔΑΡΔΑΝΕΛΛΙΑ, ΚΩΝ/ΠΟΛΙΝ. ΠΡΑΚΤΟΡΕΙΑ ἐν Πειραιεῖ Πλατεῖα Καραϊσκάκη. <box>342 1126 588 1205</box>
section-heading: ΝΕΑΝΙΔΕΣ <box>905 1183 1014 1206</box>
section-subheading: ΠΡΟΣΘΗΤΗΜΕΝΑ ΣΧΟΛΕΙΑ <box>1362 832 1526 846</box>
section-subheading: ΤΩΝ ΡΟΥΜΑΝΙΚΩΝ ΧΑΡΤΟΝΟΜΙΣΜΑΤΩΝ · ΛΕΙ ΚΑΙ ΚΟΡΩΝΑΙ <box>868 825 1051 865</box>
article-text: Ἐκτίθεται εἰς φανερὰν πλειοδοτικὴν δημοπρασίαν ἡ ἐκμίσθωσις τοῦ ὑπὸ τοῦ Δήμου κατεχομένου καταστήματος ἐν τῇ πλατείᾳ Ὁμονοίας. Ἡ δημοπρασία θὰ διεξαχθῇ τὴν 20 Σεπτεμβρίου ἐν τῷ Δημαρχείῳ. <box>596 1202 833 1281</box>
advert-name: ΚΛ. ΧΟΥΡΜΟΥΖΗ <box>374 1498 556 1521</box>
column-5 <box>1324 124 1564 2214</box>
weddings-notice <box>342 127 588 198</box>
advert-text: Ὅλα τὰ εἴδη γραφομηχανῶν. <box>352 1253 578 1270</box>
right-stories <box>841 520 1078 1077</box>
article-text: Τὸ Ὑπουργεῖον τῆς Ἐθνικῆς Οἰκονομίας ἀναφέρει πρὸς τὸ Ὑπουργεῖον τῶν Ἐξωτερικῶν ὅτι κατόπιν συνεννοήσεως μετὰ τῆς Ρουμανικῆς Κυβερνήσεως ἐγένετο δεκτὴ ἡ ἀνταλλαγὴ τῶν Ρουμανικῶν χαρτονομισμάτων τὰ ὁποῖα κατέχουν Ἕλληνες ὑπήκοοι. Ἡ ἀνταλλαγὴ θὰ γίνῃ διὰ τῆς Ἐθνικῆς Τραπέζης τῆς Ἑλλάδος καὶ μέχρι τοῦ ποσοῦ τῶν 100.000 λέϊ καθ' ἕκαστον δικαιοῦχον. Ἡ τιμὴ ὁρίζεται εἰς 0.50 λεπτὰ ἀνὰ λέϊ καὶ 0.47 1/2 ἀνὰ κορώναν. Ἐπίσης ἀνακοινοῦται ὅτι ἡ προθεσμία πρὸς ὑποβολὴν τῶν αἰτήσεων λήγει τὴν 30 Σεπτεμβρίου. Οἱ ἐνδιαφερόμενοι δύνανται νὰ ἀπευθύνωνται εἰς τὰ ὑποκαταστήματα τῆς Τραπέζης. <box>841 866 1078 1077</box>
advert-text: Τὸ ἐπιβατικὸν ἀτμ. «ΑΡΙΣΤΕΙΔΗΣ» 1500 τόννων ἀναχωρεῖ κατ' εὐθεῖαν διὰ Μασσαλίαν αὔριον δεχόμενον ἐπιβάτας. Πρακτ. Κ. Γ. Ἀδαμόπουλος, Πλ. Καραϊσκάκη Πειραιεύς. Ἀθῆναι: Γ. Πρατσόρδον Στάδιου 65. Τηλ. 1056. <box>342 377 588 456</box>
polytechnic-notice <box>1324 792 1564 906</box>
article-text: Ἡ Πολιτεία δὲν ἔπαυσεν νὰ τὸ λέγῃ πολλάκις διὰ τοῦ τύπου, ὅτι ἡ λειτουργία τῶν ὑπηρεσιῶν δὲν δύναται νὰ συνεχίζεται μὲ τὴν σημερινὴν ἀταξίαν. Διὰ τοῦτο ζητεῖται ἀπὸ ὅλους τοὺς ἁρμοδίους νὰ ἐξετάσουν μὲ προσοχὴν τὰ αἴτια τῶν καθυστερήσεων καὶ νὰ ἐπιδιώξουν τὴν ταχυτέραν διεκπεραίωσιν τῶν ὑποθέσεων. Αἱ ἐπιτροπαὶ ἐργάζονται ἐντατικῶς, ἀλλὰ τὰ ἀποτελέσματα θὰ φανοῦν μόνον ὅταν ἐφαρμοσθοῦν ἐπακριβῶς αἱ νέαι διατάξεις. Τὴν σκέψιν ταύτην τὴν ὁποίαν ἠκούσαμεν εἰς τὰς συζητήσεις τῶν τελευταίων ἡμερῶν θεωροῦμεν ὀρθήν, διότι ἀπαιτεῖται συνεργασία ὅλων πρὸς ἀποκατάστασιν τῆς τάξεως. Ὁ ἁρμόδιος ὑπουργὸς ἐδήλωσεν ὅτι ἐντὸς ὀλίγου θὰ ὑποβληθοῦν εἰς τὴν Βουλὴν τὰ σχετικὰ νομοσχέδια, τὰ ὁποῖα θὰ ῥυθμίζουν ὁριστικῶς τὸ ζήτημα. Ἐκεῖ ὅπου ἡ διοίκησις ἔδειξε μέχρι σήμερον ἀδυναμίαν, θὰ ληφθοῦν αὐστηρὰ μέτρα, διότι τὸ κοινὸν δικαιοῦται νὰ ἀπαιτῇ ταχεῖαν καὶ ἀμερόληπτον ἐξυπηρέτησιν. Τὸ ζήτημα ἀφορᾷ τὴν ὅλην κοινωνίαν καὶ πρέπει νὰ ἀντιμετωπισθῇ μετὰ σοβαρότητος καὶ χωρὶς ἀναβολάς. Ἡ Ἑλλὰς ἔχει λόγους ἰδιαιτέρας ἀνησυχίας διὰ τὴν ἐξέλιξιν τῶν πραγμάτων, ἀλλὰ καὶ ἐλπίδας ὅτι ἡ καλὴ θέλησις θὰ ὑπερισχύσῃ. Τὸ ζήτημα τῆς ἀνοικοδομήσεως τῶν κατεστραμμένων περιοχῶν ἀπασχολεῖ ἰδιαιτέρως τὴν Κυβέρνησιν, ἡ ὁποία ἀπεφάσισε νὰ διαθέσῃ σημαντικὰ ποσὰ πρὸς τὸν σκοπὸν τοῦτον. Ὅπως διεπιστώθη ἐκ τῶν προσφάτων ἐκθέσεων, αἱ ἀνάγκαι εἶναι μεγάλαι καὶ ἡ βοήθεια πρέπει νὰ φθάσῃ ταχέως εἰς τοὺς πάσχοντας. Ὁ κ. Μιλλεράν μὲ τὴν ἀνάληψιν τῆς προεδρίας ἐδήλωσεν ὅτι ἡ Γαλλία θὰ ἐξακολουθήσῃ νὰ ὑποστηρίζῃ τὰ δίκαια τῶν συμμάχων της. Αἱ σχέσεις μεταξὺ Ἀθηνῶν καὶ Παρισίων παραμένουν ἐγκάρδιοι καὶ ἀναμένεται περαιτέρω σύσφιγξις αὐτῶν εἰς τὸ προσεχὲς μέλλον. Ἐπὶ τῇ εὐκαιρίᾳ ταύτῃ παρατηροῦμεν ὅτι ἡ ἐπίσημος ἀνταλλαγὴ τηλεγραφημάτων ἐγένετο μετ' ἐξαιρετικῆς θερμότητος, ἡ δὲ κοινὴ γνώμη ὑπεδέχθη μετ' ἐνθουσιασμοῦ τὰς δηλώσεις. Ἡ Ἑλλὰς ἔχει λόγους, ἰδιαιτέρως ὅμως, νὰ ἐκφράσῃ τὴν εὐγνωμοσύνην της πρὸς τὸν νέον Πρόεδρον τῆς Γαλλικῆς Δημοκρατίας. <box>88 486 332 1145</box>
chemicals-advert <box>342 1559 588 1619</box>
advert-heading: ΠΕΙΡΑΙΕΥΣ—ΜΑΣΣΑΛΙΑ <box>357 355 573 376</box>
school-advert <box>342 1474 588 1554</box>
article-text: Ἐξεδόθη ἐγκύκλιος τοῦ Ὑπουργείου τῆς Παιδείας διὰ τῆς ὁποίας καθορίζονται αἱ ἄδειαι τῶν λειτουργῶν τῆς δημοτικῆς ἐκπαιδεύσεως. Οἱ διδάσκαλοι δικαιοῦνται νὰ λαμβάνουν ἄδειαν μέχρι τριάκοντα ἡμερῶν κατ' ἔτος, ἐφ' ὅσον ὑποβάλλουν ἐγκαίρως τὴν σχετικὴν αἴτησιν. Τὸ Ὑπουργεῖον συνιστᾷ εἰς τοὺς ἐπιθεωρητὰς νὰ μεριμνήσουν ὥστε νὰ μὴ διακόπτεται ἡ λειτουργία τῶν σχολείων. Ὅσοι διδάσκαλοι ἐπιθυμοῦν νὰ μετεκπαιδευθοῦν δύνανται νὰ λάβουν μακροτέραν ἄδειαν. Προκειμένου περὶ ἀδειῶν λόγῳ ἀσθενείας ἀπαιτεῖται ἰατρικὸν πιστοποιητικόν, ἐν ᾧ βεβαιοῦται ἡ φύσις τῆς νόσου. Αἱ διατάξεις αὗται ἰσχύουν ἀπὸ σήμερον. Διὰ τὴν ἐφαρμογὴν αὐτῶν ἐντέλλονται οἱ ἐπιθεωρηταί. <box>596 647 833 871</box>
employees-union-notice <box>342 1275 588 1375</box>
section-heading: ΠΩΛΟΥΝΤΑΙ <box>650 1397 779 1420</box>
memorial-notice <box>1086 1458 1316 1571</box>
advert-subheading: ΕΔΡΑ ΕΝ ΠΕΙΡΑΙΕΙ <box>410 230 520 244</box>
advert-text: Τὸ ἀτμόπλοιον «ΘΡΑΚΗ» ἀναχωρεῖ αὔριον Κυριακὴν διὰ Βόλον, Θεσσαλονίκην, Καβάλλαν, Δεδεαγάτς. Πρακτορεῖον ὁδὸς Τσαμαδοῦ 12. <box>1324 1077 1564 1130</box>
hellenic-bank-advert <box>342 204 588 353</box>
serial-text: Ἡ ἑσπέρα εἶχε προχωρήσει ὅταν ἀπεφάσισαν νὰ ἐξέλθουν. Ὁ οὐρανὸς ἦτο αἴθριος καὶ τὰ ἄστρα ἔλαμπον ὑπεράνω τῆς πόλεως. Ἐβάδισαν σιωπηλοὶ μέχρι τῆς γεφύρας. Ἐκεῖ ἐστάθησαν. «Ἐλπίζω, εἶπεν ἐκεῖνος, ὅτι δὲν θὰ μετανοήσετε». Ἐκείνη δὲν ἀπήντησεν· ἀπλῶς τὸν ἀπέβλεψε μὲ βλέμμα πλῆρες ἐμπιστοσύνης. Τὴν ἑπομένην ἡμέραν ἡ εἴδησις διεδόθη εἰς ὅλην τὴν πόλιν. Οἱ συγγενεῖς συνεκεντρώθησαν εἰς τὴν οἰκίαν καὶ ἐζήτουν ἐξηγήσεις. Ὁ γέρων ὅμως ἐσιώπα, σκεπτόμενος τὰ παρελθόντα. «Ἦτο γραπτὸν νὰ γίνῃ οὕτω», ἐψιθύρισε. Καὶ ἐνῷ ὁ ἥλιος ἔδυε, ἡ ἱστορία ἐλάμβανε τὴν τελευταίαν της τροπήν, τὴν ὁποίαν οὐδεὶς ἀνέμενεν. <box>1086 753 1316 977</box>
advert-text: Τὸ ἀτμόπλοιον «ΔΕΛΦΙΝ» ἀναχωρεῖ σήμερον Σάββατον καὶ ὥραν 7 μ. μ. διὰ Μεσολόγγιον, Ναύπακτον, Ἅγιον Ἰωάννην, Κυλλήνην, Γύθειον, Κυπαρισσίαν, Λιμένας, Καλάμας, Κορώνην καὶ Καλάμας. Πράκτορες Βλασσόπουλοι — Κοτσάνης, Τηλ. 59. <box>342 484 588 563</box>
advert-brand: ΠΤΡΡΗ <box>1379 586 1509 627</box>
section-heading: ΑΙ ΕΚΠΑΙΔΕΥΤΙΚΑΙ ΑΔΕΙΑΙ ΤΩΝ ΔΙΔΑΣΚΑΛΩΝ <box>596 613 833 646</box>
editorial-article <box>88 486 332 1656</box>
section-heading: ΓΑΜΟΙ <box>439 127 491 143</box>
typewriter-advert <box>342 1216 588 1269</box>
serial-subtitle: (Συνέχεια ἐκ τοῦ προχθεσινοῦ) <box>1113 215 1289 228</box>
divider <box>596 515 1078 516</box>
section-heading: ΧΡΗΜΑΤΙΣΤΙΚΟΝ ΔΕΛΤΙΟΝ <box>107 127 313 143</box>
epirus-shipping-advert <box>1324 1140 1564 1246</box>
memorial-notice <box>1086 1338 1316 1451</box>
section-subheading: Η ΦΥΛΑΚΙΣΙΣ ΚΑΙ Η ΕΞΟΡΙΑ ΤΗΣ ΘΡΑΚΗΣ <box>864 546 1055 572</box>
